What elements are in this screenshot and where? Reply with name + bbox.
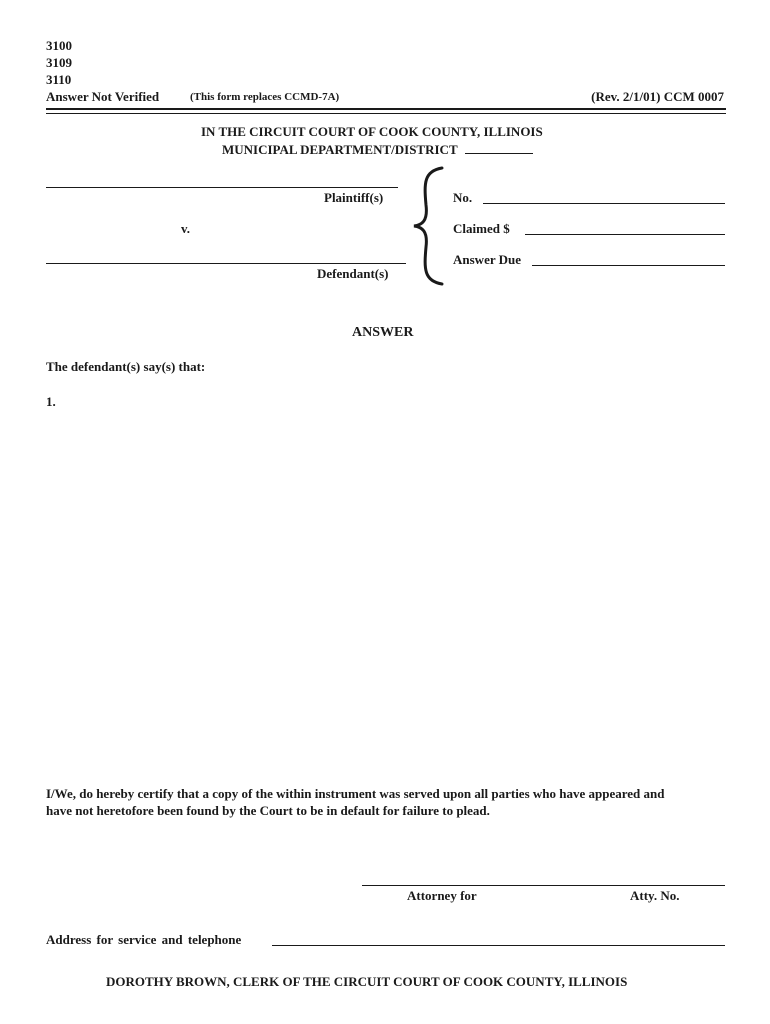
certification-line1: I/We, do hereby certify that a copy of the within instrument was served upon all parties who have appeared and (46, 786, 665, 801)
header-rule-thick (46, 108, 726, 110)
document-title: ANSWER (352, 325, 414, 340)
form-replaces-note: (This form replaces CCMD-7A) (190, 91, 340, 103)
plaintiff-label: Plaintiff(s) (324, 190, 384, 205)
form-code-3100: 3100 (46, 38, 72, 53)
answer-item-1: 1. (46, 394, 56, 409)
address-label: Address for service and telephone (46, 932, 242, 947)
district-field[interactable] (465, 141, 533, 154)
form-code-3110: 3110 (46, 72, 72, 87)
answer-intro: The defendant(s) say(s) that: (46, 359, 206, 374)
address-field[interactable] (272, 945, 725, 946)
form-code-3109: 3109 (46, 55, 72, 70)
case-no-field[interactable] (483, 203, 725, 204)
caption-brace-icon (410, 165, 450, 287)
clerk-footer: DOROTHY BROWN, CLERK OF THE CIRCUIT COURT OF COOK COUNTY, ILLINOIS (106, 974, 628, 989)
district-label: MUNICIPAL DEPARTMENT/DISTRICT (222, 142, 458, 157)
header-rule-thin (46, 113, 726, 114)
case-no-label: No. (453, 190, 473, 205)
attorney-for-label: Attorney for (407, 888, 477, 903)
answer-due-field[interactable] (532, 265, 725, 266)
plaintiff-name-line[interactable] (46, 187, 398, 188)
attorney-signature-line[interactable] (362, 885, 725, 886)
form-revision: (Rev. 2/1/01) CCM 0007 (591, 89, 724, 104)
claimed-label: Claimed $ (453, 221, 510, 236)
court-heading-line1: IN THE CIRCUIT COURT OF COOK COUNTY, ILLINOIS (201, 124, 543, 139)
court-heading-line2 (222, 141, 533, 158)
defendant-name-line[interactable] (46, 263, 406, 264)
claimed-amount-field[interactable] (525, 234, 725, 235)
defendant-label: Defendant(s) (317, 266, 389, 281)
answer-due-label: Answer Due (453, 252, 522, 267)
form-type: Answer Not Verified (46, 89, 160, 104)
versus-label: v. (181, 221, 191, 236)
certification-line2: have not heretofore been found by the Court to be in default for failure to plead. (46, 803, 490, 818)
answer-text-area[interactable] (60, 415, 725, 775)
atty-no-label: Atty. No. (630, 888, 680, 903)
